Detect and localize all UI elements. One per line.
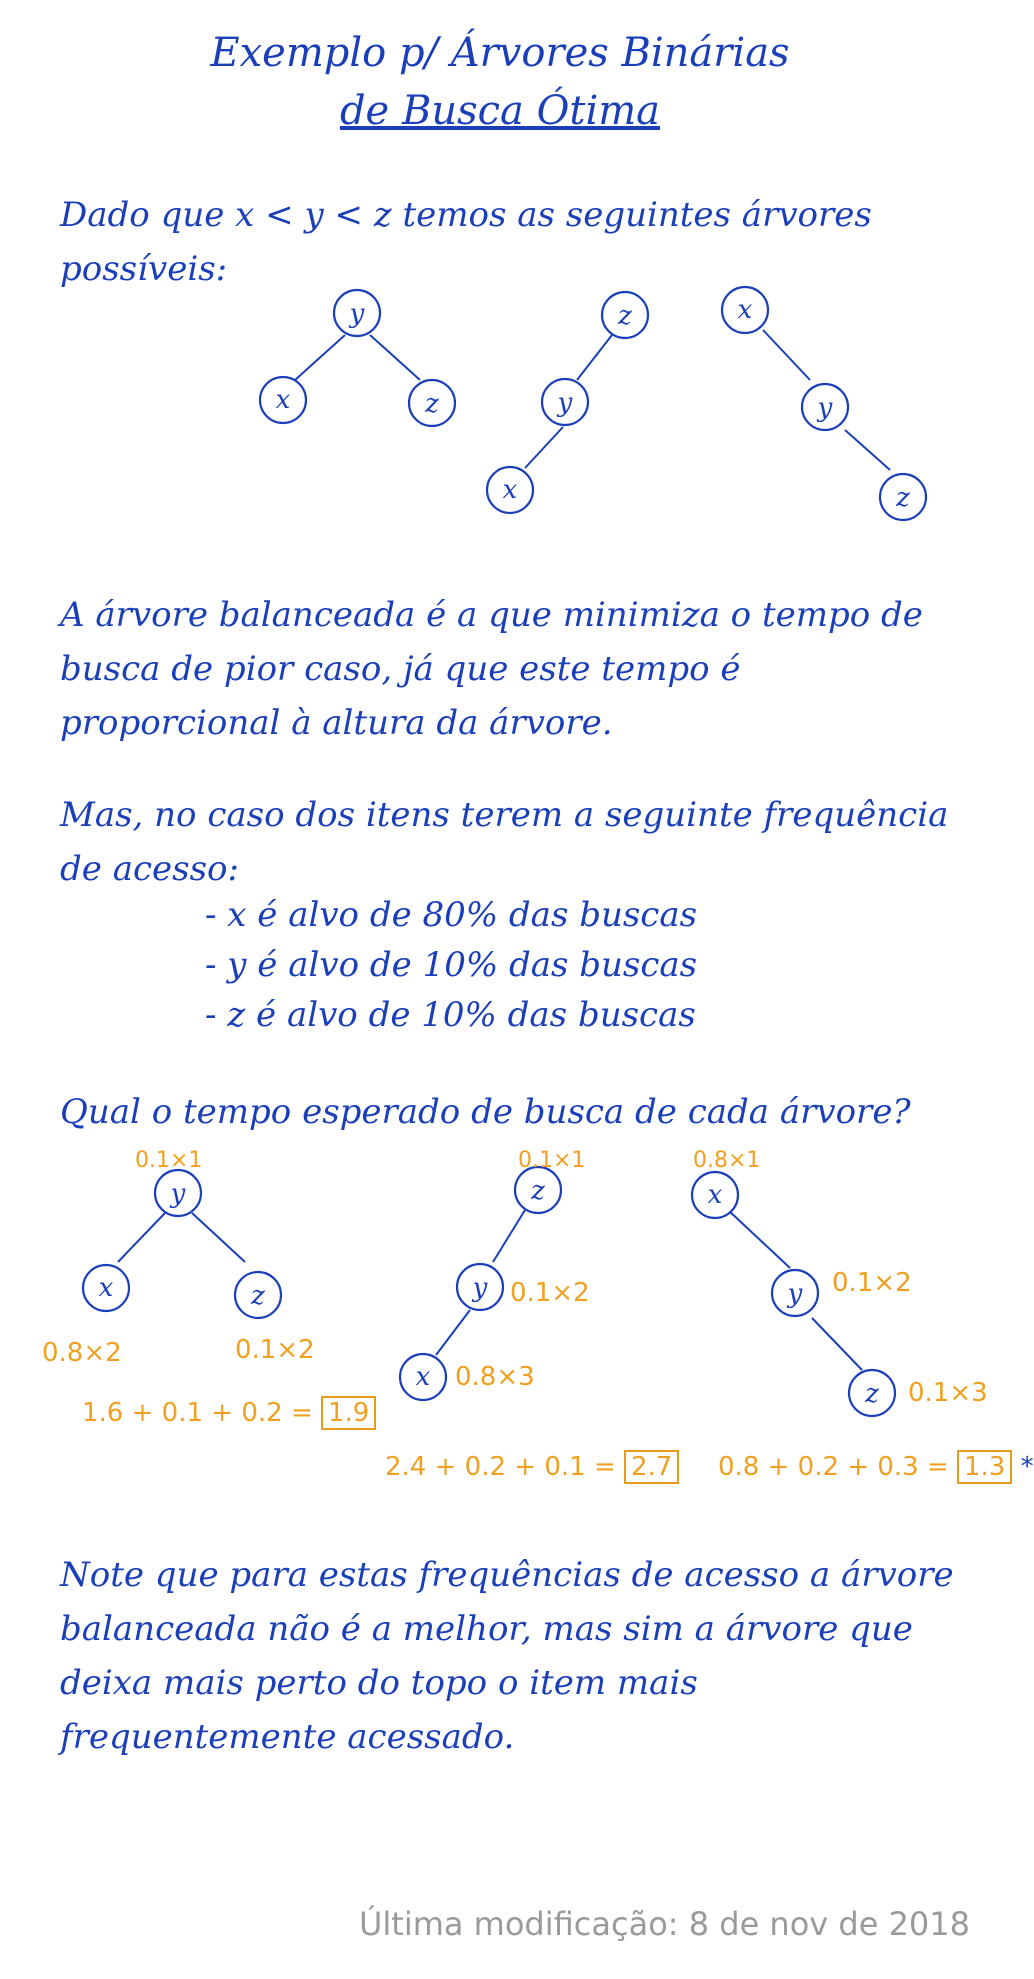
tree-a-total [82, 1398, 376, 1428]
svg-text:z: z [531, 1176, 545, 1206]
balanced-tree-note: A árvore balanceada é a que minimiza o tempo de busca de pior caso, já que este tempo é proporcional à altura da árvore. [60, 595, 923, 743]
annotation-label: 0.1×3 [908, 1378, 988, 1408]
svg-text:x: x [707, 1180, 723, 1210]
svg-text:y: y [472, 1273, 488, 1303]
svg-text:z: z [896, 483, 910, 513]
annotation-label: 0.1×2 [832, 1268, 912, 1298]
annotation-label: 0.8×2 [42, 1338, 122, 1368]
tree-b-total-expression: 2.4 + 0.2 + 0.1 = [385, 1452, 616, 1482]
svg-text:y: y [787, 1279, 803, 1309]
question-text: Qual o tempo esperado de busca de cada árvore? [60, 1092, 911, 1132]
svg-text:x: x [502, 475, 518, 505]
annotation-label: 0.1×1 [135, 1148, 203, 1173]
svg-text:y: y [817, 393, 833, 423]
last-modified-footer: Última modificação: 8 de nov de 2018 [358, 1905, 970, 1943]
annotation-label: 0.1×2 [235, 1335, 315, 1365]
page-subtitle: de Busca Ótima [339, 88, 661, 134]
frequency-item: - x é alvo de 80% das buscas [205, 895, 698, 935]
frequency-intro: Mas, no caso dos itens terem a seguinte frequência de acesso: [60, 795, 949, 889]
annotation-label: 0.8×1 [693, 1148, 761, 1173]
tree-b-result: 2.7 [624, 1450, 679, 1484]
svg-text:z: z [425, 389, 439, 419]
frequency-item: - y é alvo de 10% das buscas [205, 945, 698, 985]
conclusion-text: Note que para estas frequências de acesso a árvore balanceada não é a melhor, mas sim a árvore que deixa mais perto do topo o item mais frequentemente acessado. [60, 1555, 954, 1757]
svg-text:z: z [618, 301, 632, 331]
tree-c-result: 1.3 [957, 1450, 1012, 1484]
tree-a-result: 1.9 [321, 1396, 376, 1430]
intro-text: Dado que x < y < z temos as seguintes árvores possíveis: [60, 195, 872, 289]
tree-c-total-expression: 0.8 + 0.2 + 0.3 = [718, 1452, 949, 1482]
svg-text:z: z [251, 1281, 265, 1311]
page-title: Exemplo p/ Árvores Binárias [210, 30, 790, 76]
svg-text:x: x [737, 295, 753, 325]
svg-text:x: x [415, 1362, 431, 1392]
tree-c-total [718, 1452, 1034, 1482]
annotation-label: 0.8×3 [455, 1362, 535, 1392]
annotation-label: 0.1×2 [510, 1278, 590, 1308]
svg-text:z: z [865, 1379, 879, 1409]
svg-text:y: y [349, 299, 365, 329]
frequency-item: - z é alvo de 10% das buscas [205, 995, 696, 1035]
svg-text:y: y [557, 388, 573, 418]
annotation-label: 0.1×1 [518, 1148, 586, 1173]
tree-a-total-expression: 1.6 + 0.1 + 0.2 = [82, 1398, 313, 1428]
tree-b-total [385, 1452, 679, 1482]
svg-text:y: y [170, 1179, 186, 1209]
svg-text:x: x [275, 385, 291, 415]
svg-text:x: x [98, 1273, 114, 1303]
best-tree-star: * [1020, 1452, 1034, 1482]
